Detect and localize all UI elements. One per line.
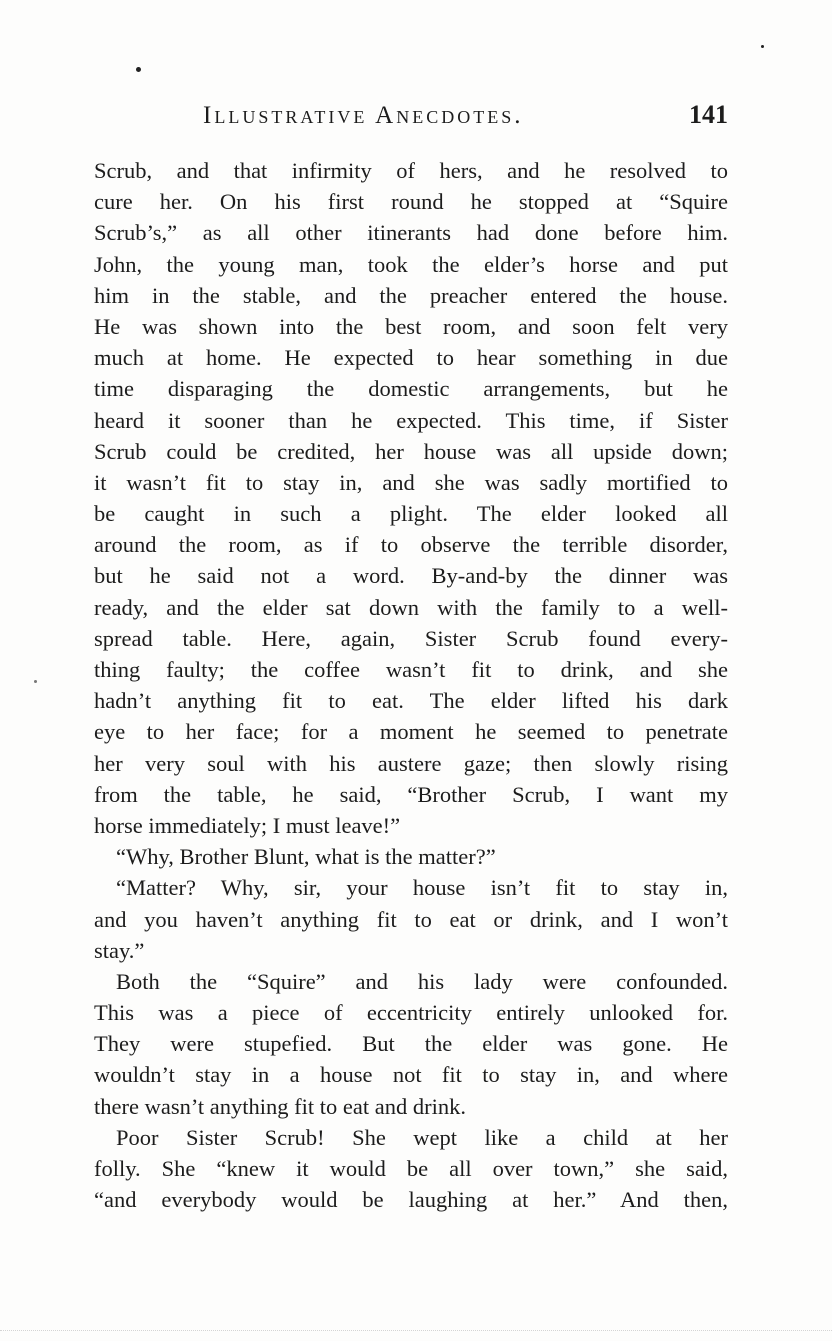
text-line: and you haven’t anything fit to eat or drink, and I won’t bbox=[94, 906, 728, 932]
text-line: John, the young man, took the elder’s horse and put bbox=[94, 251, 728, 277]
text-line: Scrub’s,” as all other itinerants had done before him. bbox=[94, 220, 728, 246]
text-line: This was a piece of eccentricity entirely unlooked for. bbox=[94, 1000, 728, 1026]
text-line: there wasn’t anything fit to eat and drink. bbox=[94, 1093, 466, 1119]
text-line: Both the “Squire” and his lady were confounded. bbox=[116, 968, 728, 994]
text-line: horse immediately; I must leave!” bbox=[94, 812, 401, 838]
text-line: They were stupefied. But the elder was gone. He bbox=[94, 1031, 728, 1057]
text-line: “Why, Brother Blunt, what is the matter?” bbox=[116, 844, 496, 870]
text-line: Poor Sister Scrub! She wept like a child at her bbox=[116, 1124, 728, 1150]
running-header bbox=[203, 100, 728, 134]
text-line: but he said not a word. By-and-by the dinner was bbox=[94, 563, 728, 589]
text-line: folly. She “knew it would be all over town,” she said, bbox=[94, 1156, 728, 1181]
text-line: Scrub could be credited, her house was all upside down; bbox=[94, 438, 728, 464]
text-line: eye to her face; for a moment he seemed to penetrate bbox=[94, 719, 728, 745]
text-line: be caught in such a plight. The elder looked all bbox=[94, 501, 728, 527]
text-line: much at home. He expected to hear something in due bbox=[94, 345, 728, 371]
text-line: cure her. On his first round he stopped at “Squire bbox=[94, 189, 728, 215]
text-line: Scrub, and that infirmity of hers, and he resolved to bbox=[94, 158, 728, 183]
text-line: spread table. Here, again, Sister Scrub found every- bbox=[94, 625, 728, 651]
text-line: thing faulty; the coffee wasn’t fit to drink, and she bbox=[94, 657, 728, 682]
text-line: around the room, as if to observe the terrible disorder, bbox=[94, 532, 728, 558]
text-line: He was shown into the best room, and soon felt very bbox=[94, 313, 728, 339]
text-line: from the table, he said, “Brother Scrub, I want my bbox=[94, 781, 728, 807]
text-line: time disparaging the domestic arrangements, but he bbox=[94, 376, 728, 402]
text-line: it wasn’t fit to stay in, and she was sadly mortified to bbox=[94, 469, 728, 495]
text-line: “Matter? Why, sir, your house isn’t fit to stay in, bbox=[116, 875, 728, 901]
text-line: ready, and the elder sat down with the family to a well- bbox=[94, 594, 728, 620]
ink-speck bbox=[34, 680, 37, 683]
page-number: 141 bbox=[689, 100, 728, 129]
text-line: wouldn’t stay in a house not fit to stay in, and where bbox=[94, 1062, 728, 1088]
ink-speck bbox=[136, 67, 141, 72]
text-line: him in the stable, and the preacher entered the house. bbox=[94, 282, 728, 308]
text-line: stay.” bbox=[94, 937, 145, 963]
body-text bbox=[94, 155, 728, 1215]
running-title: Illustrative Anecdotes. bbox=[203, 102, 524, 129]
text-line: “and everybody would be laughing at her.” And then, bbox=[94, 1187, 728, 1213]
text-line: heard it sooner than he expected. This time, if Sister bbox=[94, 407, 728, 433]
text-line: her very soul with his austere gaze; then slowly rising bbox=[94, 750, 728, 776]
text-line: hadn’t anything fit to eat. The elder lifted his dark bbox=[94, 688, 728, 714]
ink-speck bbox=[761, 45, 764, 48]
scan-edge bbox=[0, 1330, 832, 1332]
